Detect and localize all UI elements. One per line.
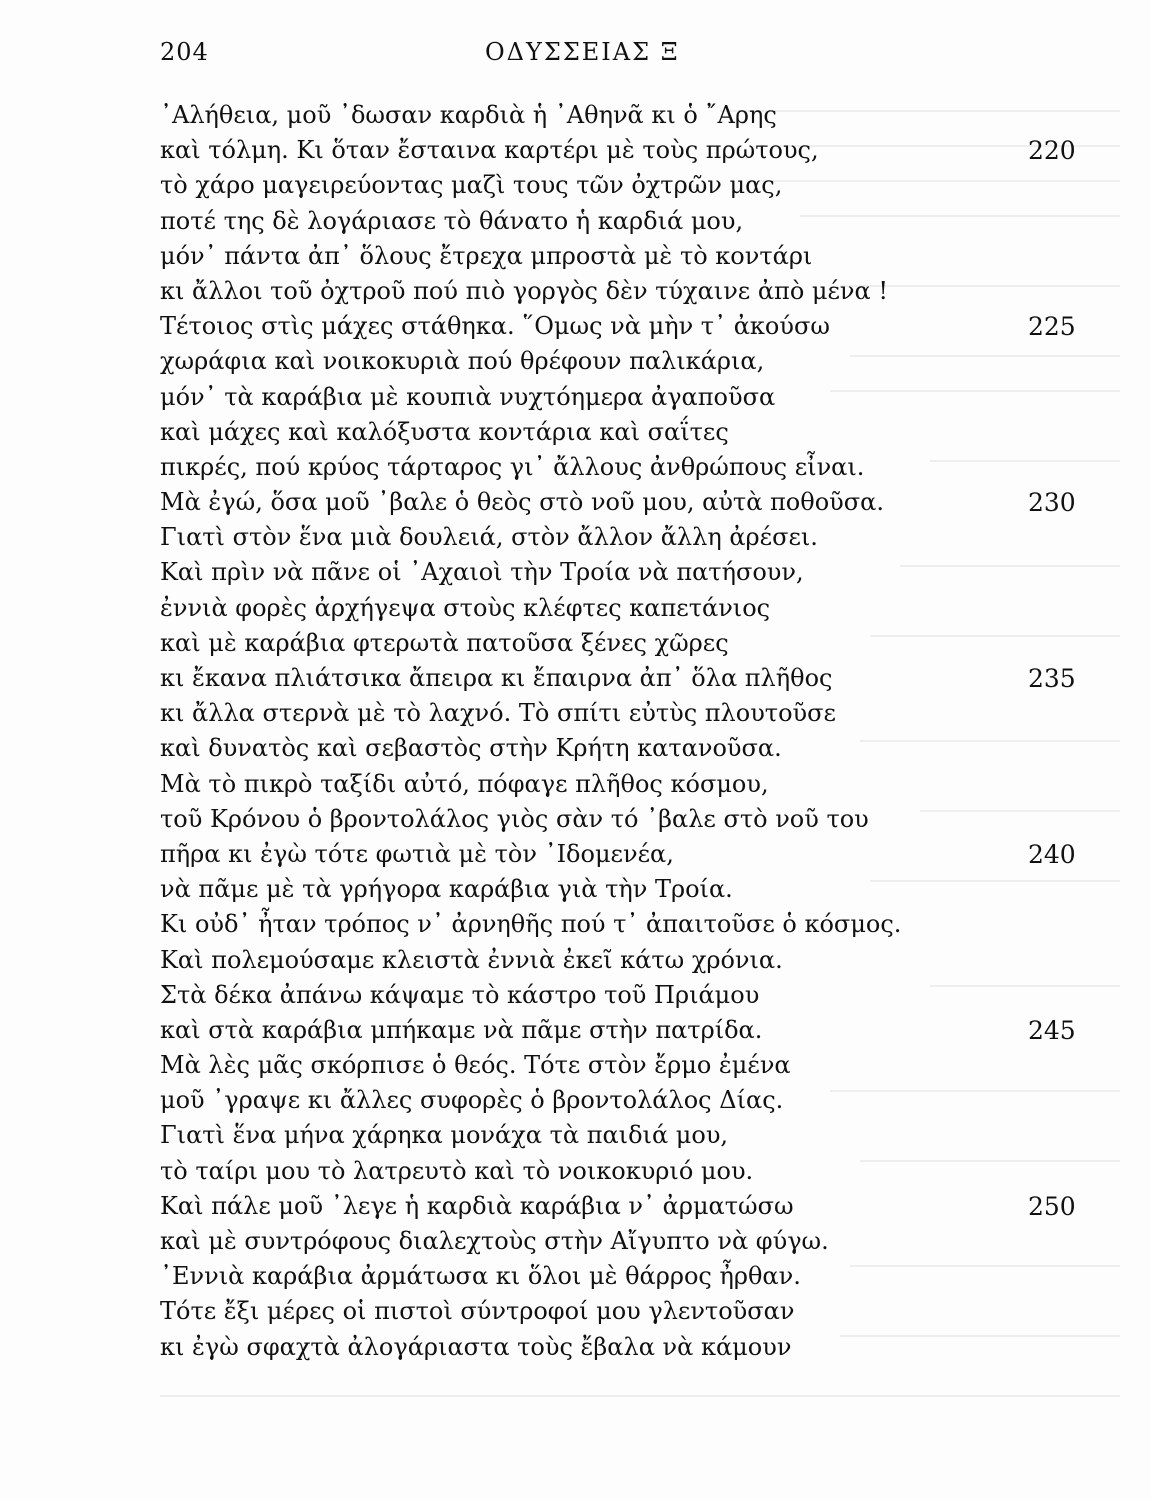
verse-line	[160, 450, 1090, 485]
verse-line	[160, 767, 1090, 802]
verse-text: χωράφια καὶ νοικοκυριὰ πού θρέφουν παλικάρια,	[160, 347, 765, 376]
verse-text: κι ἄλλα στερνὰ μὲ τὸ λαχνό. Τὸ σπίτι εὐτὺς πλουτοῦσε	[160, 699, 836, 728]
verse-text: ᾿Αλήθεια, μοῦ ᾿δωσαν καρδιὰ ἡ ᾿Αθηνᾶ κι ὁ ῎Αρης	[160, 101, 777, 129]
verse-line	[160, 168, 1090, 203]
verse-text: νὰ πᾶμε μὲ τὰ γρήγορα καράβια γιὰ τὴν Τροία.	[160, 875, 733, 904]
verse-text: κι ἄλλοι τοῦ ὀχτροῦ πού πιὸ γοργὸς δὲν τύχαινε ἀπὸ μένα !	[160, 276, 889, 305]
verse-line	[160, 696, 1090, 731]
verse-line	[160, 978, 1090, 1013]
line-number: 245	[1028, 1015, 1076, 1045]
verse-text: Καὶ πολεμούσαμε κλειστὰ ἐννιὰ ἐκεῖ κάτω χρόνια.	[160, 945, 783, 974]
verse-text: πῆρα κι ἐγὼ τότε φωτιὰ μὲ τὸν ᾿Ιδομενέα,	[160, 839, 674, 868]
verse-line	[160, 1224, 1090, 1259]
verse-text: πικρές, πού κρύος τάρταρος γι᾿ ἄλλους ἀνθρώπους εἶναι.	[160, 452, 865, 481]
verse-line	[160, 1083, 1090, 1118]
verse-line	[160, 309, 1090, 344]
verse-line	[160, 591, 1090, 626]
verse-line	[160, 802, 1090, 837]
verse-line	[160, 555, 1090, 590]
line-number: 235	[1028, 664, 1076, 693]
verse-line	[160, 1048, 1090, 1083]
verse-text: ποτέ της δὲ λογάριασε τὸ θάνατο ἡ καρδιά μου,	[160, 206, 744, 235]
verse-line	[160, 731, 1090, 766]
line-number: 240	[1028, 839, 1076, 869]
verse-line	[160, 98, 1090, 133]
verse-text: Γιατὶ στὸν ἕνα μιὰ δουλειά, στὸν ἄλλον ἄλλη ἀρέσει.	[160, 523, 818, 552]
verse-line	[160, 661, 1090, 696]
page-number: 204	[160, 38, 209, 66]
verse-line	[160, 344, 1090, 379]
verse-line	[160, 1118, 1090, 1153]
verse-line	[160, 1330, 1090, 1365]
verse-line	[160, 380, 1090, 415]
verse-line	[160, 1013, 1090, 1048]
verse-line	[160, 907, 1090, 942]
verse-line	[160, 520, 1090, 555]
verse-text: κι ἐγὼ σφαχτὰ ἀλογάριαστα τοὺς ἔβαλα νὰ κάμουν	[160, 1332, 792, 1361]
verse-line	[160, 626, 1090, 661]
verse-line	[160, 1294, 1090, 1329]
verse-text: μόν᾿ τὰ καράβια μὲ κουπιὰ νυχτόημερα ἀγαποῦσα	[160, 382, 776, 411]
verse-line	[160, 133, 1090, 168]
verse-line	[160, 872, 1090, 907]
verse-text: Κι οὐδ᾿ ἦταν τρόπος ν᾿ ἀρνηθῆς πού τ᾿ ἀπαιτοῦσε ὁ κόσμος.	[160, 910, 902, 939]
verse-text: τὸ ταίρι μου τὸ λατρευτὸ καὶ τὸ νοικοκυριό μου.	[160, 1156, 754, 1185]
verse-text: Μὰ τὸ πικρὸ ταξίδι αὐτό, πόφαγε πλῆθος κόσμου,	[160, 769, 769, 798]
verse-text: καὶ μὲ συντρόφους διαλεχτοὺς στὴν Αἴγυπτο νὰ φύγω.	[160, 1227, 829, 1255]
verse-text: τοῦ Κρόνου ὁ βροντολάλος γιὸς σὰν τό ᾿βαλε στὸ νοῦ του	[160, 804, 869, 833]
verse-line	[160, 204, 1090, 239]
verse-block	[160, 98, 1090, 1365]
line-number: 250	[1028, 1191, 1076, 1221]
verse-text: Καὶ πρὶν νὰ πᾶνε οἱ ᾿Αχαιοὶ τὴν Τροία νὰ πατήσουν,	[160, 558, 804, 587]
verse-text: Γιατὶ ἕνα μήνα χάρηκα μονάχα τὰ παιδιά μου,	[160, 1121, 729, 1150]
verse-text: Τότε ἔξι μέρες οἱ πιστοὶ σύντροφοί μου γλεντοῦσαν	[160, 1297, 795, 1326]
verse-text: Τέτοιος στὶς μάχες στάθηκα. ῞Ομως νὰ μὴν τ᾿ ἀκούσω	[160, 312, 830, 341]
verse-text: καὶ μάχες καὶ καλόξυστα κοντάρια καὶ σαΐτες	[160, 417, 729, 446]
verse-text: καὶ μὲ καράβια φτερωτὰ πατοῦσα ξένες χῶρες	[160, 628, 729, 657]
running-title: ΟΔΥΣΣΕΙΑΣ Ξ	[485, 38, 680, 66]
verse-text: μοῦ ᾿γραψε κι ἄλλες συφορὲς ὁ βροντολάλος Δίας.	[160, 1086, 784, 1115]
verse-line	[160, 837, 1090, 872]
line-number: 220	[1028, 136, 1076, 166]
verse-line	[160, 943, 1090, 978]
verse-text: κι ἔκανα πλιάτσικα ἄπειρα κι ἔπαιρνα ἀπ᾿ ὅλα πλῆθος	[160, 664, 833, 692]
verse-line	[160, 415, 1090, 450]
verse-line	[160, 1189, 1090, 1224]
verse-text: καὶ στὰ καράβια μπήκαμε νὰ πᾶμε στὴν πατρίδα.	[160, 1015, 763, 1044]
verse-line	[160, 274, 1090, 309]
verse-text: τὸ χάρο μαγειρεύοντας μαζὶ τους τῶν ὀχτρῶν μας,	[160, 171, 783, 200]
verse-text: Μὰ λὲς μᾶς σκόρπισε ὁ θεός. Τότε στὸν ἔρμο ἐμένα	[160, 1051, 791, 1080]
line-number: 225	[1028, 312, 1076, 342]
verse-text: μόν᾿ πάντα ἀπ᾿ ὅλους ἔτρεχα μπροστὰ μὲ τὸ κοντάρι	[160, 241, 813, 270]
verse-text: καὶ τόλμη. Κι ὅταν ἔσταινα καρτέρι μὲ τοὺς πρώτους,	[160, 136, 819, 165]
line-number: 230	[1028, 488, 1076, 518]
verse-line	[160, 1154, 1090, 1189]
verse-text: ᾿Εννιὰ καράβια ἀρμάτωσα κι ὅλοι μὲ θάρρος ἦρθαν.	[160, 1262, 801, 1291]
verse-text: ἐννιὰ φορὲς ἀρχήγεψα στοὺς κλέφτες καπετάνιος	[160, 593, 771, 622]
verse-line	[160, 1259, 1090, 1294]
verse-text: Στὰ δέκα ἀπάνω κάψαμε τὸ κάστρο τοῦ Πριάμου	[160, 980, 760, 1009]
verse-line	[160, 239, 1090, 274]
verse-text: Καὶ πάλε μοῦ ᾿λεγε ἡ καρδιὰ καράβια ν᾿ ἀρματώσω	[160, 1191, 794, 1220]
verse-text: Μὰ ἐγώ, ὅσα μοῦ ᾿βαλε ὁ θεὸς στὸ νοῦ μου, αὐτὰ ποθοῦσα.	[160, 488, 884, 517]
verse-text: καὶ δυνατὸς καὶ σεβαστὸς στὴν Κρήτη κατανοῦσα.	[160, 734, 782, 763]
verse-line	[160, 485, 1090, 520]
